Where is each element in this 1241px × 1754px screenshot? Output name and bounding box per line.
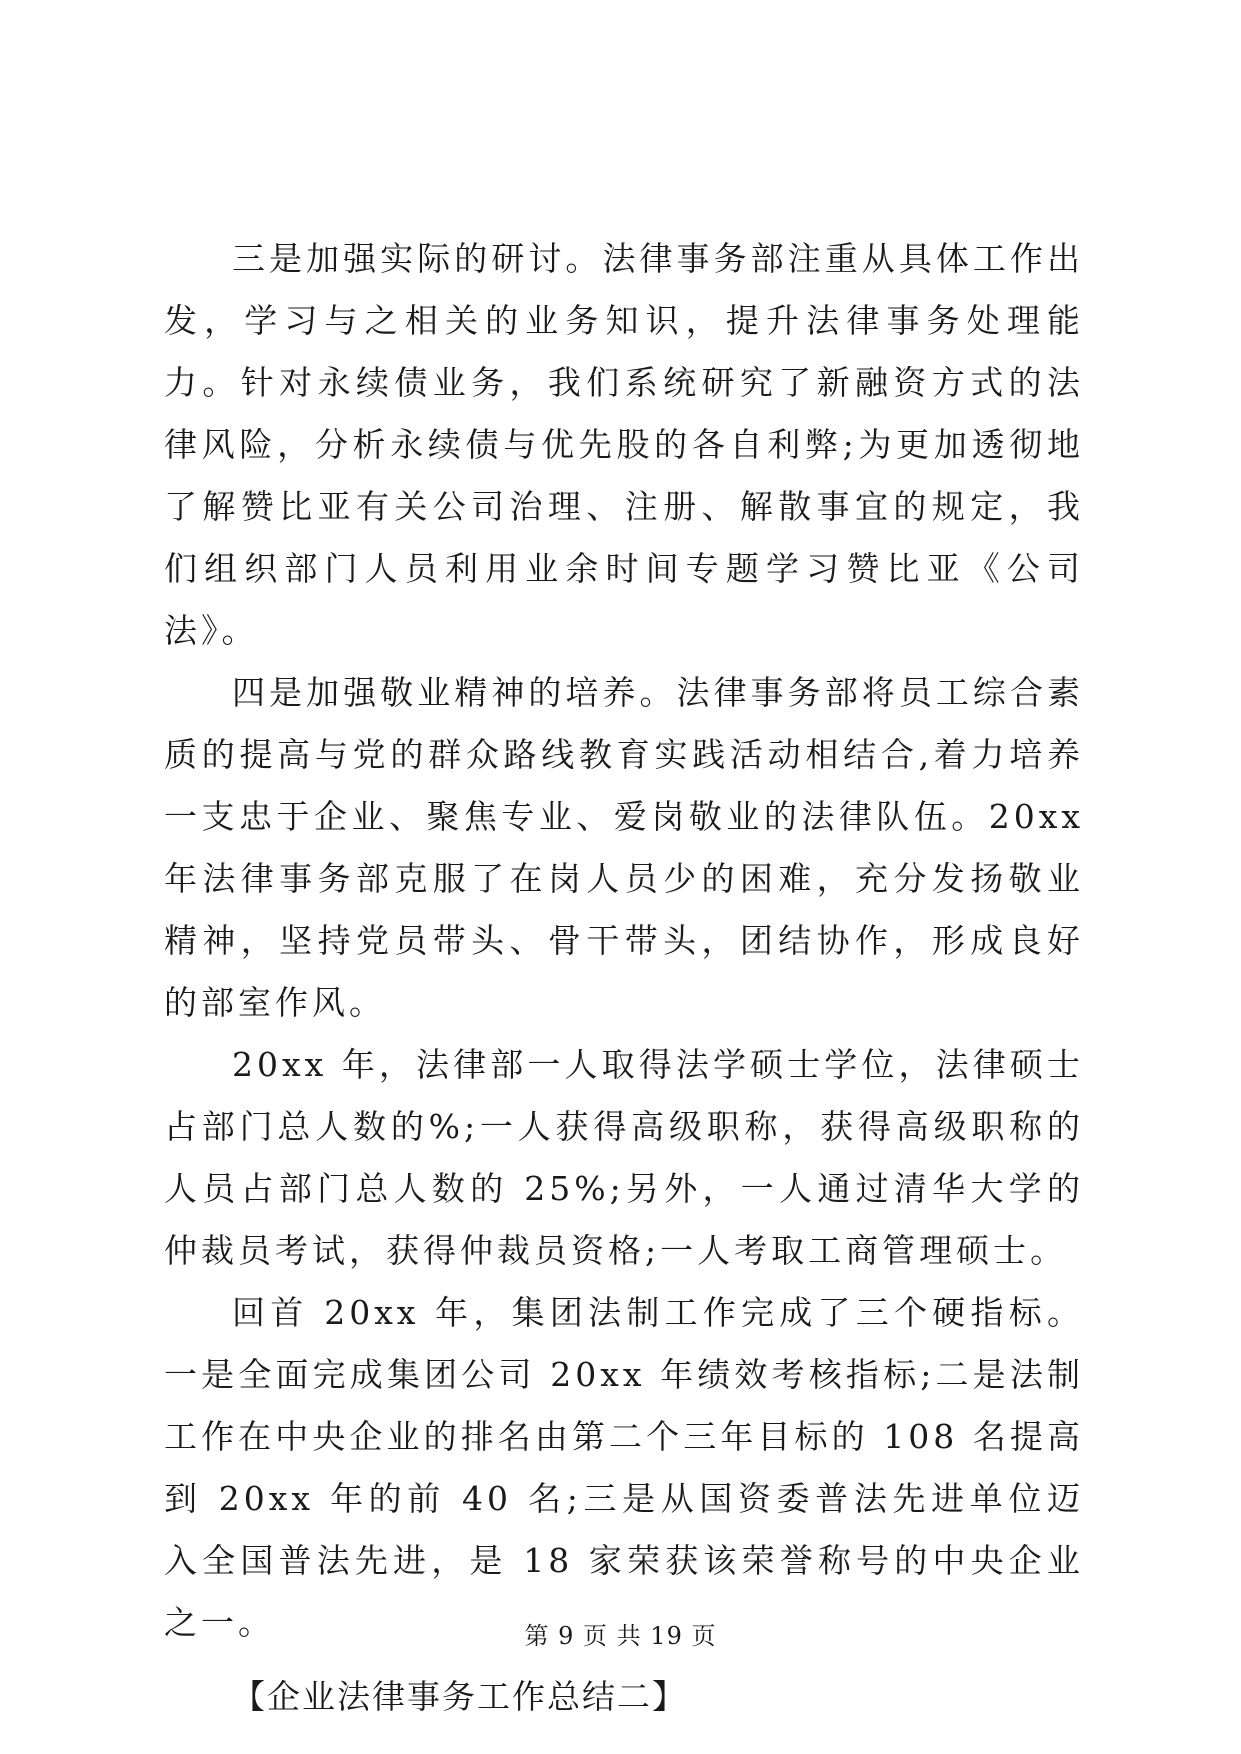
- paragraph-dedication: 四是加强敬业精神的培养。法律事务部将员工综合素质的提高与党的群众路线教育实践活动相结合,着力培养一支忠于企业、聚焦专业、爱岗敬业的法律队伍。20xx 年法律事务部克服了在岗人员少的困难，充分发扬敬业精神，坚持党员带头、骨干带头，团结协作，形成良好的部室作风。: [164, 673, 1084, 1022]
- document-body: [164, 228, 1084, 1728]
- paragraph-qualifications: 20xx 年，法律部一人取得法学硕士学位，法律硕士占部门总人数的%;一人获得高级职称，获得高级职称的人员占部门总人数的 25%;另外，一人通过清华大学的仲裁员考试，获得仲裁员资格;一人考取工商管理硕士。: [164, 1045, 1084, 1270]
- page-number-footer: 第 9 页 共 19 页: [524, 1622, 717, 1650]
- paragraph-review: 回首 20xx 年，集团法制工作完成了三个硬指标。一是全面完成集团公司 20xx 年绩效考核指标;二是法制工作在中央企业的排名由第二个三年目标的 108 名提高到 20xx 年的前 40 名;三是从国资委普法先进单位迈入全国普法先进，是 18 家荣获该荣誉称号的中央企业之一。: [164, 1293, 1084, 1642]
- section-heading: 【企业法律事务工作总结二】: [232, 1677, 687, 1716]
- paragraph-research: 三是加强实际的研讨。法律事务部注重从具体工作出发，学习与之相关的业务知识，提升法律事务处理能力。针对永续债业务，我们系统研究了新融资方式的法律风险，分析永续债与优先股的各自利弊;为更加透彻地了解赞比亚有关公司治理、注册、解散事宜的规定，我们组织部门人员利用业余时间专题学习赞比亚《公司法》。: [164, 239, 1084, 650]
